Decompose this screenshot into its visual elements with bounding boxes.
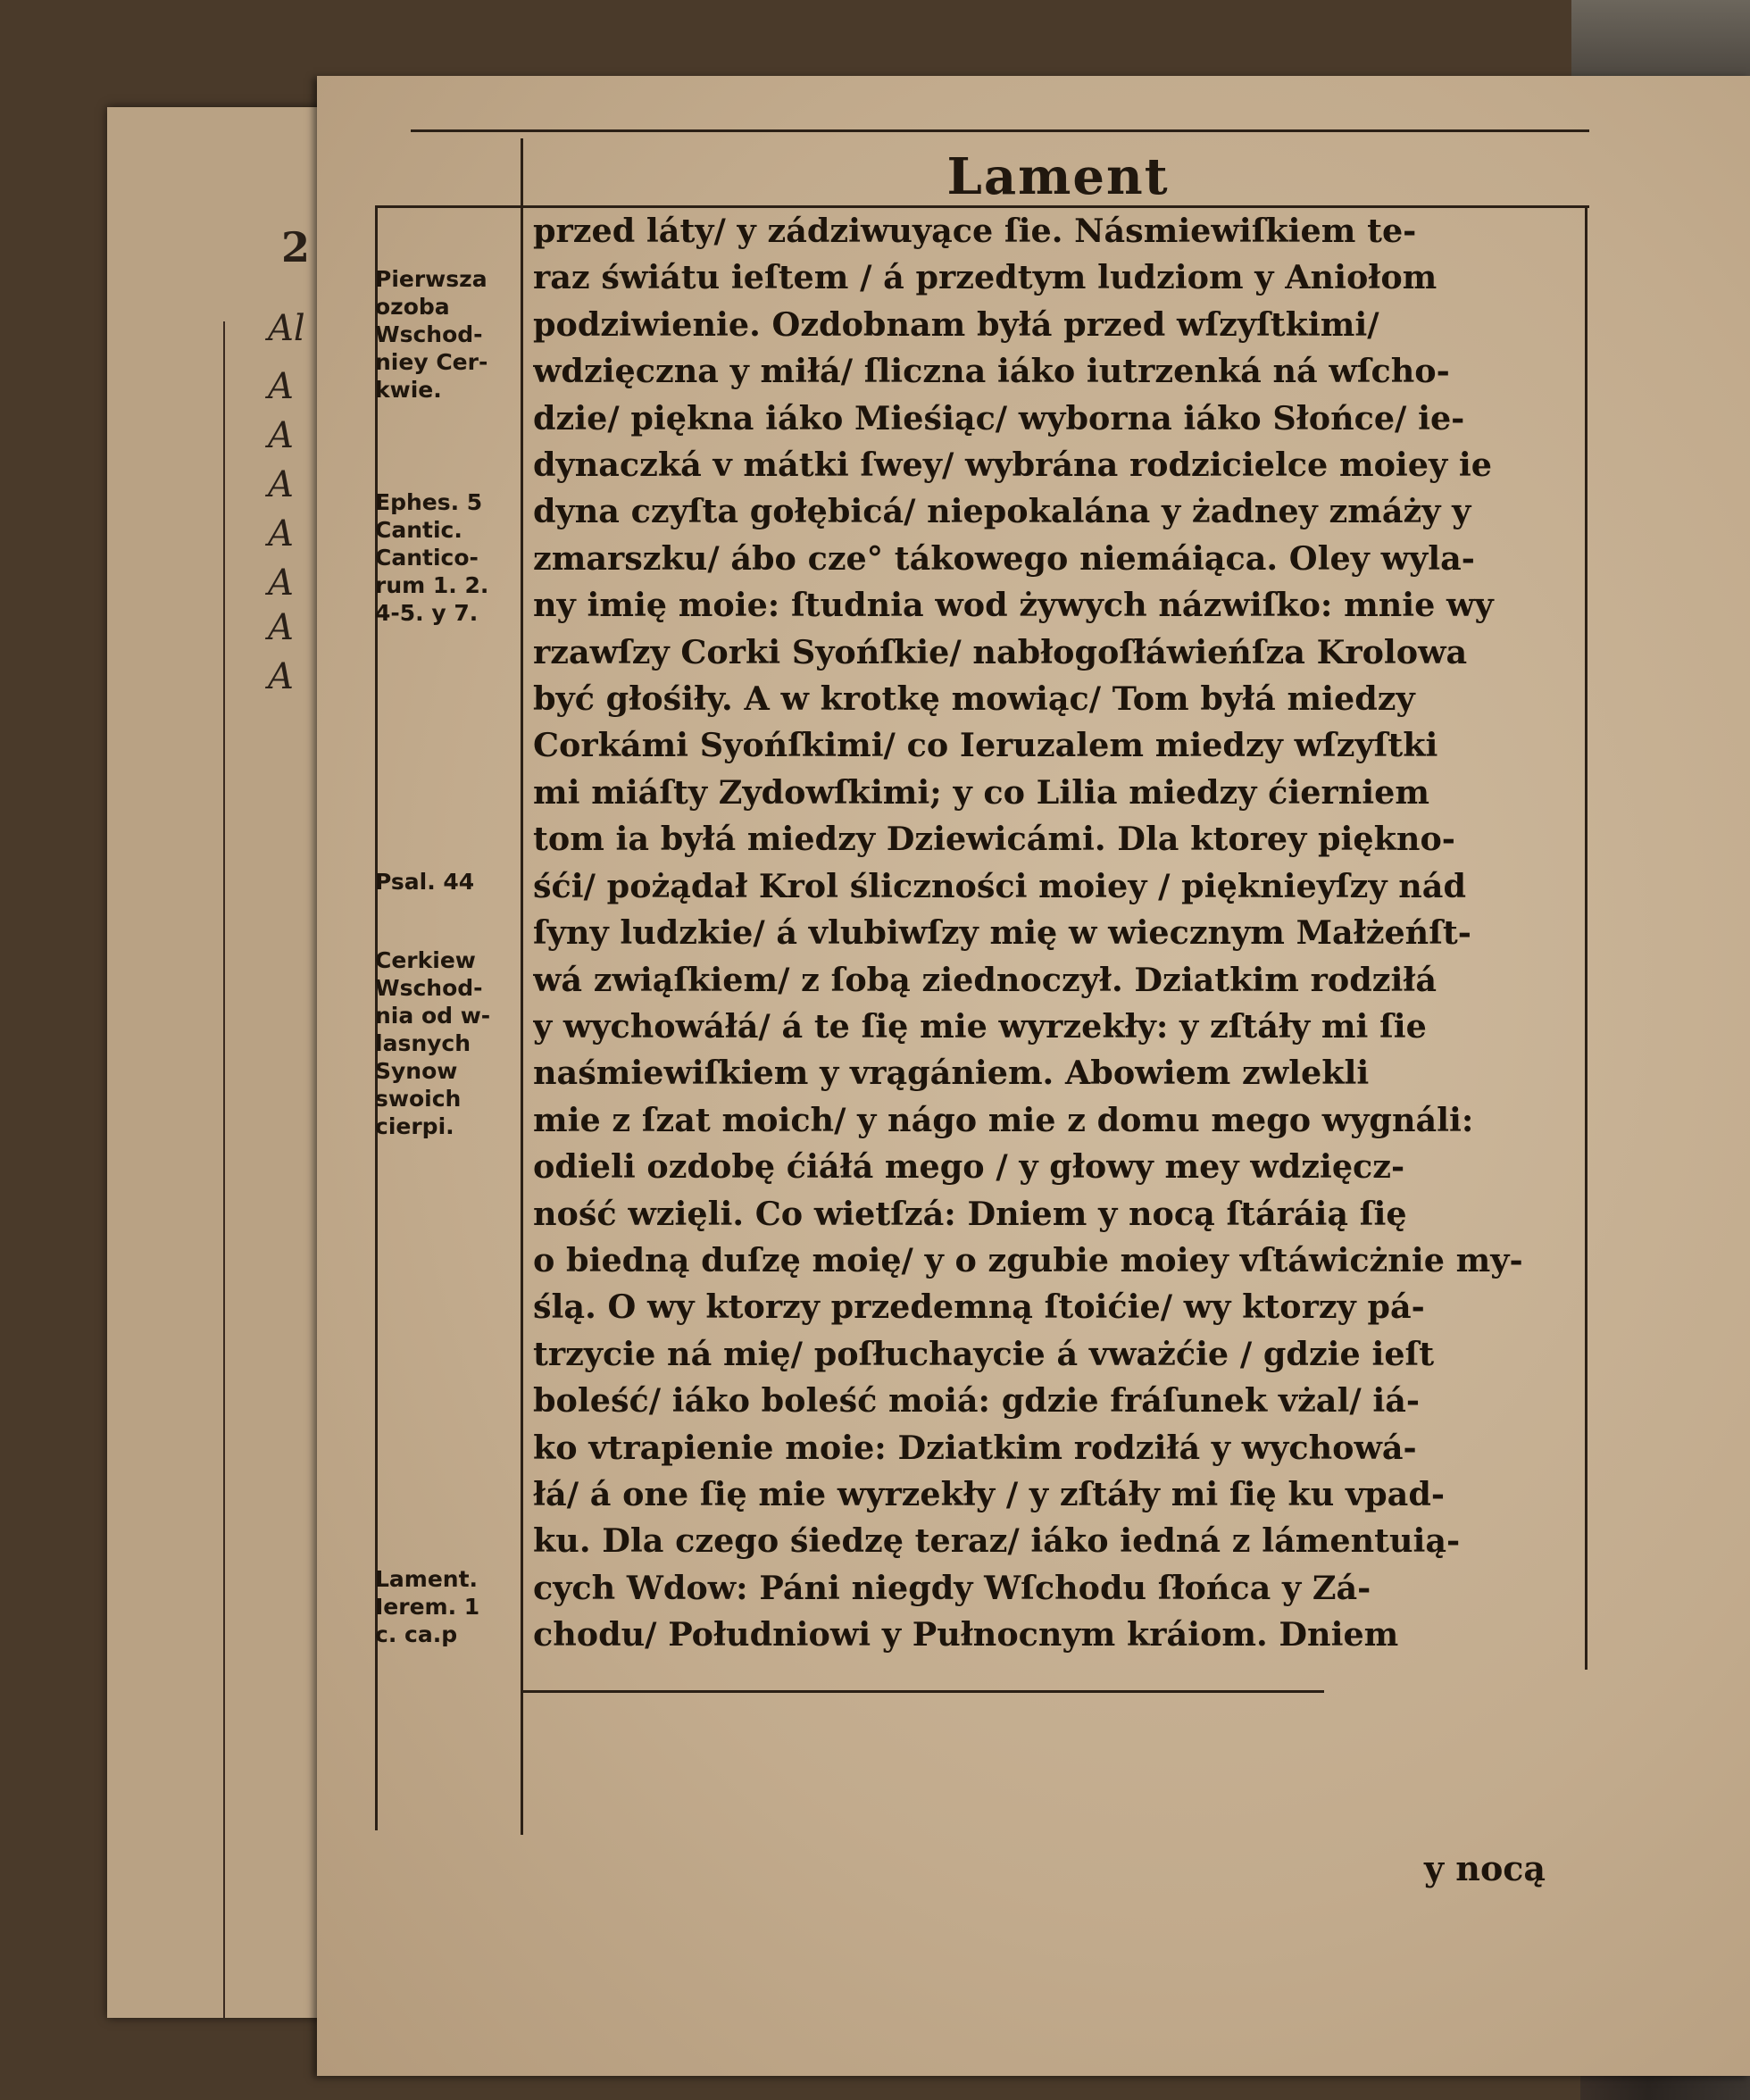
- text-line: ność wzięli. Co wietſzá: Dniem y nocą ſtáráią ſię: [533, 1194, 1407, 1233]
- margin-note-line: Ierem. 1: [375, 1594, 480, 1620]
- text-line: naśmiewiſkiem y vrągániem. Abowiem zwlekli: [533, 1054, 1370, 1093]
- underlying-margin-mark: A: [268, 513, 294, 554]
- margin-note-line: Cantico-: [375, 545, 479, 571]
- text-line: boleść/ iáko boleść moiá: gdzie fráſunek vżal/ iá-: [533, 1381, 1421, 1421]
- underlying-margin-mark: A: [268, 464, 294, 505]
- margin-note-line: rum 1. 2.: [375, 572, 489, 598]
- text-line: rzawſzy Corki Syońſkie/ nabłogoſłáwieńſza Krolowa: [533, 632, 1468, 671]
- margin-note-line: Cerkiew: [375, 947, 476, 973]
- margin-note: [375, 488, 513, 627]
- bottom-rule: [521, 1690, 1324, 1693]
- margin-note-line: lasnych: [375, 1030, 471, 1056]
- text-line: dyna czyſta gołębicá/ niepokalána y żadney zmáży y: [533, 492, 1471, 531]
- body-text: [533, 208, 1587, 1659]
- underlying-margin-mark: Al: [268, 308, 305, 349]
- underlying-margin-mark: A: [268, 366, 294, 407]
- text-line: łá/ á one ſię mie wyrzekły / y zſtáły mi ſię ku vpad-: [533, 1474, 1446, 1513]
- text-line: ſyny ludzkie/ á vlubiwſzy mię w wiecznym Małżeńſt-: [533, 913, 1471, 953]
- text-line: być głośiły. A w krotkę mowiąc/ Tom byłá miedzy: [533, 679, 1415, 719]
- text-line: chodu/ Południowi y Pułnocnym kráiom. Dniem: [533, 1615, 1399, 1654]
- text-line: mie z ſzat moich/ y nágo mie z domu mego wygnáli:: [533, 1100, 1474, 1139]
- text-line: o biedną duſzę moię/ y o zgubie moiey vſtáwicżnie my-: [533, 1240, 1523, 1279]
- text-line: Corkámi Syońſkimi/ co Ieruzalem miedzy wſzyſtki: [533, 726, 1438, 765]
- running-title: Lament: [946, 147, 1170, 206]
- underlying-margin-mark: A: [268, 415, 294, 456]
- margin-note-line: c. ca.p: [375, 1621, 458, 1647]
- margin-note-line: Pierwsza: [375, 266, 488, 292]
- underlying-margin-mark: A: [268, 607, 294, 648]
- text-line: wdzięczna y miłá/ ſliczna iáko iutrzenká ná wſcho-: [533, 352, 1450, 391]
- text-line: cych Wdow: Páni niegdy Wſchodu ſłońca y Zá-: [533, 1568, 1371, 1607]
- text-line: y wychowáłá/ á te ſię mie wyrzekły: y zſtáły mi ſie: [533, 1006, 1427, 1046]
- margin-note-line: Cantic.: [375, 517, 462, 543]
- top-rule: [411, 129, 1589, 132]
- margin-note: [375, 1565, 513, 1648]
- margin-note: [375, 868, 513, 896]
- text-line: mi miáſty Zydowſkimi; y co Lilia miedzy ćierniem: [533, 772, 1429, 812]
- text-line: dzie/ piękna iáko Mieśiąc/ wyborna iáko Słońce/ ie-: [533, 398, 1465, 438]
- text-line: odieli ozdobę ćiáłá mego / y głowy mey wdzięcz-: [533, 1147, 1405, 1187]
- margin-note-line: Ephes. 5: [375, 489, 483, 515]
- margin-note: [375, 265, 513, 404]
- underlying-page-rule: [223, 321, 225, 2018]
- underlying-page-number: 2: [281, 223, 311, 271]
- text-line: raz świátu ieſtem / á przedtym ludziom y Aniołom: [533, 258, 1438, 297]
- margin-note-line: Wschod-: [375, 321, 483, 347]
- margin-note-line: 4-5. y 7.: [375, 600, 479, 626]
- margin-note-line: cierpi.: [375, 1113, 454, 1139]
- text-line: tom ia byłá miedzy Dziewicámi. Dla ktorey piękno-: [533, 820, 1455, 859]
- margin-note-line: Synow: [375, 1058, 458, 1084]
- text-line: ko vtrapienie moie: Dziatkim rodziłá y wychowá-: [533, 1428, 1417, 1467]
- text-line: ślą. O wy ktorzy przedemną ſtoićie/ wy ktorzy pá-: [533, 1288, 1425, 1327]
- margin-note-line: swoich: [375, 1086, 462, 1112]
- margin-note-line: ozoba: [375, 294, 450, 320]
- text-line: trzycie ná mię/ poſłuchaycie á vważćie / gdzie ieſt: [533, 1334, 1435, 1373]
- catchword: y nocą: [1424, 1848, 1546, 1888]
- text-line: przed láty/ y zádziwuyące ſie. Násmiewiſkiem te-: [533, 212, 1417, 250]
- text-line: podziwienie. Ozdobnam byłá przed wſzyſtkimi/: [533, 304, 1379, 344]
- underlying-margin-mark: A: [268, 562, 294, 604]
- margin-note-line: niey Cer-: [375, 349, 488, 375]
- text-line: zmarszku/ ábo cze° tákowego niemáiąca. Oley wyla-: [533, 538, 1475, 578]
- margin-note-line: kwie.: [375, 377, 442, 403]
- margin-note-line: Wschod-: [375, 975, 483, 1001]
- text-line: ny imię moie: ſtudnia wod żywych názwiſko: mnie wy: [533, 586, 1494, 625]
- text-line: śći/ pożądał Krol śliczności moiey / pięknieyſzy nád: [533, 866, 1466, 905]
- margin-note-line: nia od w-: [375, 1003, 491, 1029]
- book-page: [317, 76, 1750, 2076]
- text-line: ku. Dla czego śiedzę teraz/ iáko iedná z lámentuią-: [533, 1521, 1461, 1561]
- underlying-margin-mark: A: [268, 656, 294, 697]
- margin-note-line: Psal. 44: [375, 869, 475, 895]
- margin-note: [375, 946, 513, 1140]
- text-line: wá zwiąſkiem/ z ſobą ziednoczył. Dziatkim rodziłá: [533, 960, 1438, 999]
- margin-column-rule: [521, 138, 523, 1835]
- margin-note-line: Lament.: [375, 1566, 479, 1592]
- text-line: dynaczká v mátki ſwey/ wybrána rodzicielce moiey ie: [533, 446, 1493, 485]
